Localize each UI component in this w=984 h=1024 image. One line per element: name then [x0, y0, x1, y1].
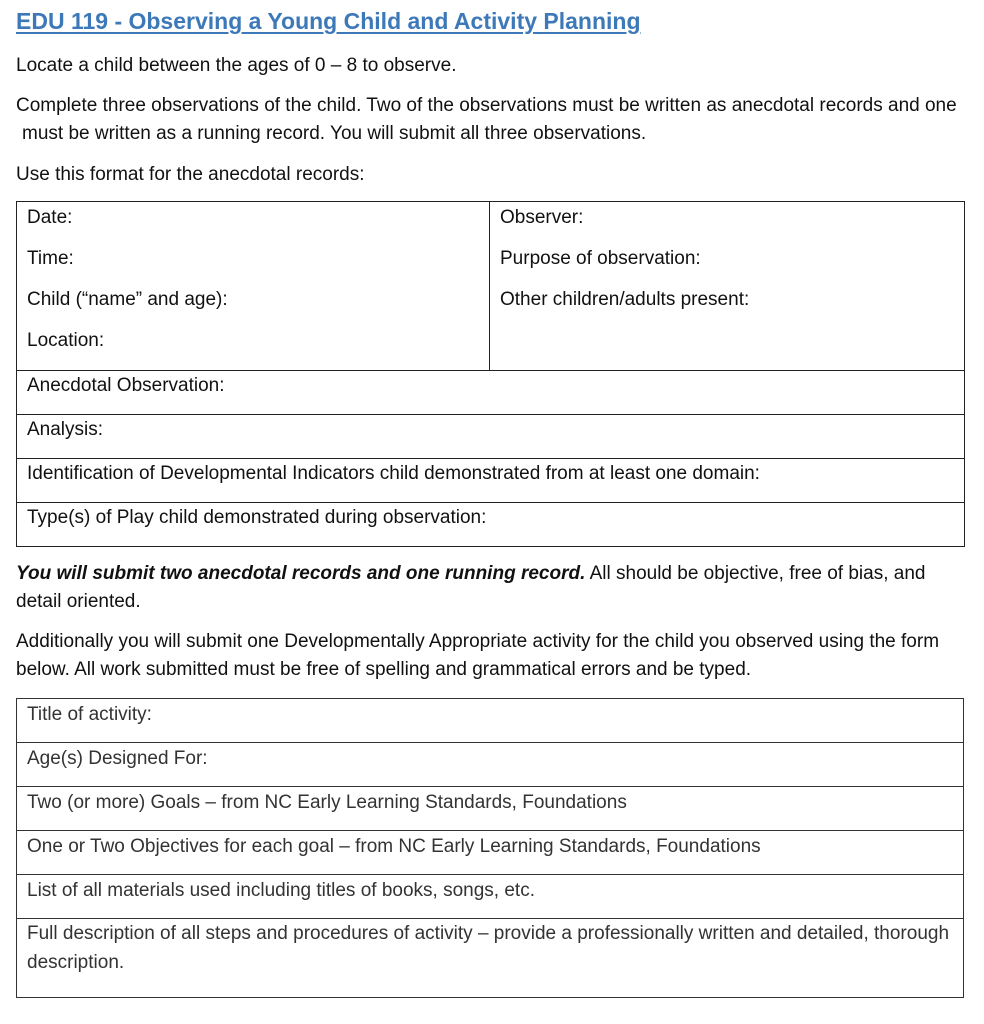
row-analysis: Analysis:	[17, 415, 965, 459]
row-materials: List of all materials used including titles of books, songs, etc.	[17, 875, 964, 919]
field-date: Date:	[27, 207, 73, 228]
row-objectives: One or Two Objectives for each goal – from NC Early Learning Standards, Foundations	[17, 831, 964, 875]
row-full-description: Full description of all steps and procedures of activity – provide a professionally written and detailed, thorough description.	[17, 919, 964, 998]
activity-plan-form	[16, 698, 964, 998]
field-location: Location:	[27, 330, 105, 351]
field-others-present: Other children/adults present:	[500, 289, 750, 310]
field-observer: Observer:	[500, 207, 584, 228]
field-purpose: Purpose of observation:	[500, 248, 701, 269]
intro-complete-text: Complete three observations of the child. Two of the observations must be written as anecdotal records and one must be written as a running record. You will submit all three observations.	[16, 95, 957, 144]
document-page	[16, 6, 964, 998]
row-anecdotal-observation: Anecdotal Observation:	[17, 371, 965, 415]
row-activity-title: Title of activity:	[17, 699, 964, 743]
submission-text	[16, 560, 964, 616]
additional-activity-text: Additionally you will submit one Developmentally Appropriate activity for the child you observed using the form below. All work submitted must be free of spelling and grammatical errors and be typed.	[16, 631, 940, 680]
row-types-of-play: Type(s) of Play child demonstrated during observation:	[17, 503, 965, 547]
anecdotal-left-fields	[17, 202, 490, 371]
submission-rest: All should be objective, free of bias, and detail oriented.	[16, 563, 926, 612]
anecdotal-right-fields	[490, 202, 965, 371]
field-child-name-age: Child (“name” and age):	[27, 289, 228, 310]
field-time: Time:	[27, 248, 74, 269]
submission-lead: You will submit two anecdotal records and one running record.	[16, 563, 586, 584]
document-title: EDU 119 - Observing a Young Child and Activity Planning	[16, 8, 641, 34]
anecdotal-record-form	[16, 201, 965, 547]
intro-format-text: Use this format for the anecdotal records:	[16, 164, 365, 185]
row-goals: Two (or more) Goals – from NC Early Learning Standards, Foundations	[17, 787, 964, 831]
row-developmental-indicators: Identification of Developmental Indicators child demonstrated from at least one domain:	[17, 459, 965, 503]
intro-locate-text: Locate a child between the ages of 0 – 8 to observe.	[16, 55, 457, 76]
row-ages-designed-for: Age(s) Designed For:	[17, 743, 964, 787]
